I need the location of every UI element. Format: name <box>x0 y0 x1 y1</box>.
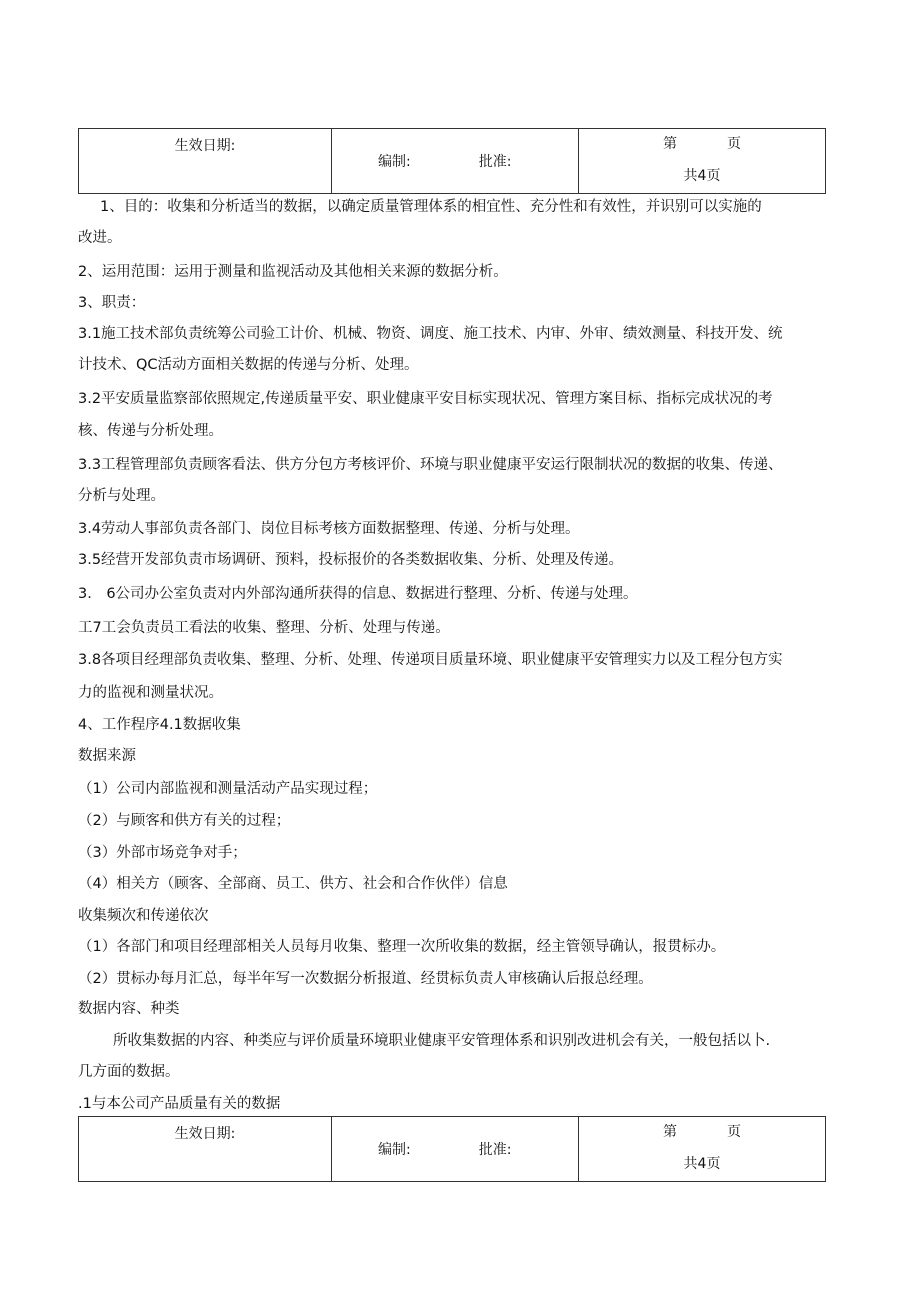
approved-label: 批准: <box>478 154 512 170</box>
list-item: （1）公司内部监视和测量活动产品实现过程； <box>78 781 378 797</box>
page-prefix: 第 <box>663 1124 677 1140</box>
text-line: 3.2平安质量监察部依照规定,传递质量平安、职业健康平安目标实现状况、管理方案目标、指标完成状况的考 <box>78 391 773 407</box>
text-line: 3.1施工技术部负责统筹公司验工计价、机械、物资、调度、施工技术、内审、外审、绩效测量、科技开发、统 <box>78 326 783 342</box>
approval-cell <box>332 1117 579 1182</box>
page-number-cell <box>579 129 826 194</box>
list-item: （2）与顾客和供方有关的过程； <box>78 813 291 829</box>
subsection-heading: 数据内容、种类 <box>78 1001 180 1017</box>
page-number-cell <box>579 1117 826 1182</box>
list-item: （4）相关方（顾客、全部商、员工、供方、社会和合作伙伴）信息 <box>78 876 508 892</box>
section-heading: 4、工作程序4.1数据收集 <box>78 717 241 733</box>
text-line: 几方面的数据。 <box>78 1064 180 1080</box>
text-line: 分析与处理。 <box>78 488 165 504</box>
page-prefix: 第 <box>663 136 677 152</box>
effective-date-label: 生效日期: <box>174 138 236 154</box>
effective-date-cell <box>79 129 332 194</box>
text-line: 计技术、QC活动方面相关数据的传递与分析、处理。 <box>78 357 419 373</box>
approved-label: 批准: <box>478 1142 512 1158</box>
text-line: 3.8各项目经理部负责收集、整理、分析、处理、传递项目质量环境、职业健康平安管理实力以及工程分包方实 <box>78 652 783 668</box>
text-line: 工7工会负责员工看法的收集、整理、分析、处理与传递。 <box>78 620 450 636</box>
page-suffix: 页 <box>727 1124 741 1140</box>
text-line: 改进。 <box>78 230 122 246</box>
subsection-heading: 收集频次和传递依次 <box>78 908 209 924</box>
text-line: 1、目的：收集和分析适当的数据，以确定质量管理体系的相宜性、充分性和有效性，并识别可以实施的 <box>100 199 762 215</box>
page-suffix: 页 <box>727 136 741 152</box>
effective-date-cell <box>79 1117 332 1182</box>
header-table-bottom <box>78 1116 826 1182</box>
effective-date-label: 生效日期: <box>174 1126 236 1142</box>
list-item: （1）各部门和项目经理部相关人员每月收集、整理一次所收集的数据，经主管领导确认，报贯标办。 <box>78 939 726 955</box>
text-line: 3.4劳动人事部负责各部门、岗位目标考核方面数据整理、传递、分析与处理。 <box>78 521 580 537</box>
text-line: 核、传递与分析处理。 <box>78 423 223 439</box>
subsection-heading: 数据来源 <box>78 748 136 764</box>
total-pages: 共4页 <box>683 168 721 184</box>
text-line: 3.3工程管理部负责顾客看法、供方分包方考核评价、环境与职业健康平安运行限制状况的数据的收集、传递、 <box>78 457 783 473</box>
text-line: 力的监视和测量状况。 <box>78 685 223 701</box>
text-line: 3、职责： <box>78 295 146 311</box>
list-item: （3）外部市场竞争对手； <box>78 845 247 861</box>
text-line: 所收集数据的内容、种类应与评价质量环境职业健康平安管理体系和识别改进机会有关，一般包括以卜. <box>113 1033 771 1049</box>
header-table-top <box>78 128 826 194</box>
text-line: 3.5经营开发部负责市场调研、预料，投标报价的各类数据收集、分析、处理及传递。 <box>78 552 624 568</box>
approval-cell <box>332 129 579 194</box>
prepared-label: 编制: <box>378 1142 411 1158</box>
total-pages: 共4页 <box>683 1156 721 1172</box>
text-line: 3. 6公司办公室负责对内外部沟通所获得的信息、数据进行整理、分析、传递与处理。 <box>78 586 638 602</box>
prepared-label: 编制: <box>378 154 411 170</box>
subsection-heading: .1与本公司产品质量有关的数据 <box>78 1096 281 1112</box>
text-line: 2、运用范围：运用于测量和监视活动及其他相关来源的数据分析。 <box>78 264 508 280</box>
list-item: （2）贯标办每月汇总，每半年写一次数据分析报道、经贯标负责人审核确认后报总经理。 <box>78 971 653 987</box>
